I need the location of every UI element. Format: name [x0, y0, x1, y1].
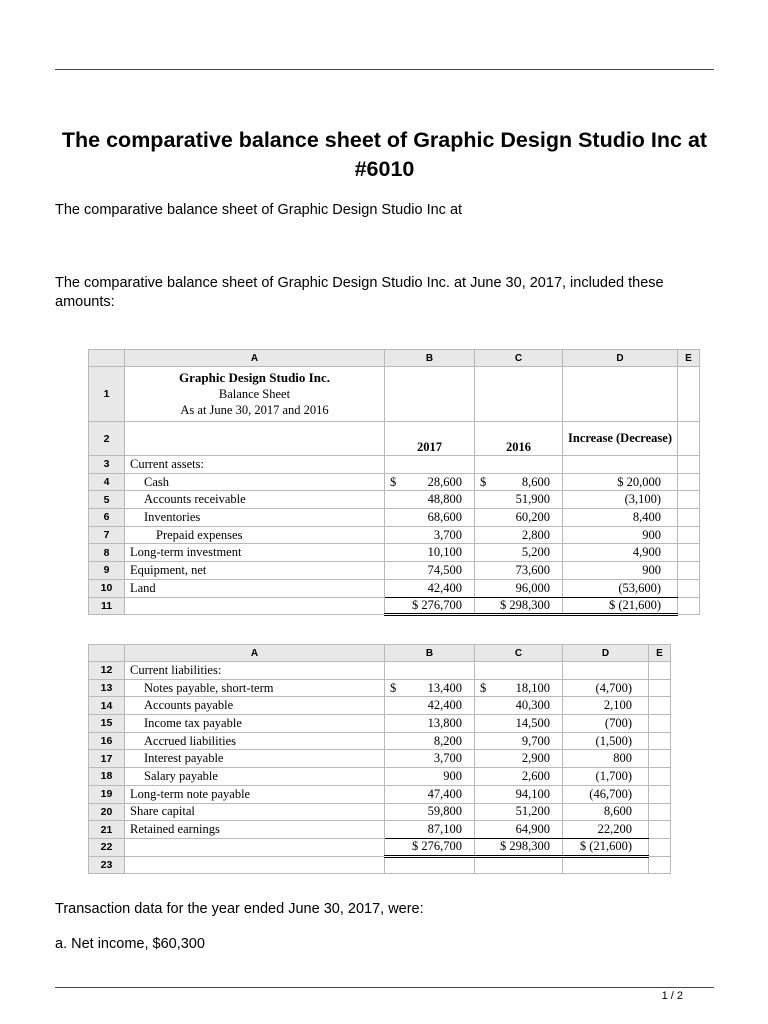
row-number: 20: [89, 803, 125, 821]
amount-c: [475, 456, 563, 474]
table-row: [89, 562, 700, 580]
amount-d: [563, 456, 678, 474]
amount-b: $ 28,600: [385, 473, 475, 491]
corner-cell: [89, 350, 125, 367]
table-row: [89, 821, 671, 839]
column-header-a: A: [125, 645, 385, 662]
line-item-label: Retained earnings: [125, 821, 385, 839]
table-row: [89, 732, 671, 750]
empty-cell: [678, 456, 700, 474]
table-row: [89, 456, 700, 474]
line-item-label: Interest payable: [125, 750, 385, 768]
balance-sheet-liabilities-table: [88, 644, 671, 874]
amount-c: [475, 662, 563, 680]
amount-d: $ 20,000: [563, 473, 678, 491]
page-title: The comparative balance sheet of Graphic Design Studio Inc at #6010: [61, 128, 708, 181]
empty-cell: [649, 768, 671, 786]
line-item-label: Accounts payable: [125, 697, 385, 715]
row-number: 17: [89, 750, 125, 768]
dollar-sign: $: [480, 680, 487, 695]
dollar-sign: $: [390, 474, 397, 489]
amount-b: [385, 856, 475, 874]
transaction-intro: Transaction data for the year ended June 30, 2017, were:: [55, 901, 424, 917]
amount-c: 2,900: [475, 750, 563, 768]
year-2016-header: 2016: [475, 422, 563, 456]
amount-d: (3,100): [563, 491, 678, 509]
amount-c: 9,700: [475, 732, 563, 750]
amount-b: 10,100: [385, 544, 475, 562]
dollar-sign: $: [480, 474, 487, 489]
amount-c: 64,900: [475, 821, 563, 839]
empty-cell: [649, 821, 671, 839]
column-header-b: B: [385, 350, 475, 367]
row-number: 5: [89, 491, 125, 509]
amount-c: 51,200: [475, 803, 563, 821]
bottom-rule: [55, 987, 714, 988]
empty-cell: [678, 526, 700, 544]
amount-d: 900: [563, 562, 678, 580]
amount-b: $ 276,700: [385, 838, 475, 856]
amount-d: 8,400: [563, 509, 678, 527]
table-row: [89, 579, 700, 597]
top-rule: [55, 69, 714, 70]
row-number: 13: [89, 679, 125, 697]
row-number: 2: [89, 422, 125, 456]
column-header-b: B: [385, 645, 475, 662]
statement-title-block: [125, 367, 385, 422]
amount-b: $ 13,400: [385, 679, 475, 697]
line-item-label: [125, 597, 385, 615]
empty-cell: [678, 509, 700, 527]
row-number: 23: [89, 856, 125, 874]
amount-b: 48,800: [385, 491, 475, 509]
empty-cell: [649, 785, 671, 803]
amount-b: 74,500: [385, 562, 475, 580]
amount-c: $ 298,300: [475, 597, 563, 615]
row-number: 19: [89, 785, 125, 803]
empty-cell: [678, 597, 700, 615]
amount-c: 2,800: [475, 526, 563, 544]
table-row: [89, 750, 671, 768]
line-item-label: Salary payable: [125, 768, 385, 786]
empty-cell: [649, 856, 671, 874]
amount-c: 51,900: [475, 491, 563, 509]
amount-b: [385, 456, 475, 474]
corner-cell: [89, 645, 125, 662]
amount-c: $ 8,600: [475, 473, 563, 491]
line-item-label: [125, 838, 385, 856]
line-item-label: Accounts receivable: [125, 491, 385, 509]
amount-c: 96,000: [475, 579, 563, 597]
row-number: 7: [89, 526, 125, 544]
row-number: 15: [89, 715, 125, 733]
line-item-label: Income tax payable: [125, 715, 385, 733]
table-row: [89, 509, 700, 527]
empty-cell: [649, 838, 671, 856]
line-item-label: Long-term note payable: [125, 785, 385, 803]
row-number: 1: [89, 367, 125, 422]
amount-d: (1,700): [563, 768, 649, 786]
table-row: [89, 768, 671, 786]
dollar-sign: $: [390, 680, 397, 695]
amount-b: 47,400: [385, 785, 475, 803]
company-name: Graphic Design Studio Inc.: [179, 370, 330, 385]
table-row: [89, 838, 671, 856]
row-number: 12: [89, 662, 125, 680]
balance-sheet-assets-table: [88, 349, 700, 616]
line-item-label: Inventories: [125, 509, 385, 527]
amount-c: 94,100: [475, 785, 563, 803]
row-number: 21: [89, 821, 125, 839]
amount-c: 14,500: [475, 715, 563, 733]
empty-cell: [678, 544, 700, 562]
amount-c: 40,300: [475, 697, 563, 715]
amount-d: 800: [563, 750, 649, 768]
row-number: 10: [89, 579, 125, 597]
empty-cell: [649, 697, 671, 715]
description-paragraph: The comparative balance sheet of Graphic Design Studio Inc. at June 30, 2017, included these amounts:: [55, 275, 664, 310]
table-row: [89, 526, 700, 544]
column-header-row: [89, 350, 700, 367]
row-number: 16: [89, 732, 125, 750]
amount-d: $ (21,600): [563, 838, 649, 856]
table-row: [89, 473, 700, 491]
year-2017-header: 2017: [385, 422, 475, 456]
statement-name: Balance Sheet: [218, 387, 291, 401]
row-number: 14: [89, 697, 125, 715]
line-item-label: Current liabilities:: [125, 662, 385, 680]
amount-d: 2,100: [563, 697, 649, 715]
column-header-e: E: [649, 645, 671, 662]
table-row: [89, 662, 671, 680]
amount-d: (4,700): [563, 679, 649, 697]
empty-cell: [649, 662, 671, 680]
amount-c: 73,600: [475, 562, 563, 580]
table-row: [89, 597, 700, 615]
amount-d: $ (21,600): [563, 597, 678, 615]
change-header: Increase (Decrease): [563, 422, 678, 456]
empty-cell: [649, 803, 671, 821]
amount-d: 900: [563, 526, 678, 544]
statement-date: As at June 30, 2017 and 2016: [180, 403, 329, 417]
amount-b: 900: [385, 768, 475, 786]
amount-d: (700): [563, 715, 649, 733]
amount-d: 22,200: [563, 821, 649, 839]
empty-cell: [649, 715, 671, 733]
line-item-label: Land: [125, 579, 385, 597]
column-header-c: C: [475, 350, 563, 367]
empty-cell: [678, 473, 700, 491]
row-number: 9: [89, 562, 125, 580]
amount-c: 2,600: [475, 768, 563, 786]
line-item-label: Share capital: [125, 803, 385, 821]
net-income-item: a. Net income, $60,300: [55, 936, 205, 952]
amount-b: 59,800: [385, 803, 475, 821]
table-row: [89, 679, 671, 697]
empty-cell: [649, 679, 671, 697]
amount-b: 3,700: [385, 750, 475, 768]
row-number: 8: [89, 544, 125, 562]
row-number: 6: [89, 509, 125, 527]
line-item-label: Prepaid expenses: [125, 526, 385, 544]
empty-cell: [678, 491, 700, 509]
column-header-e: E: [678, 350, 700, 367]
table-row: [89, 422, 700, 456]
amount-b: 3,700: [385, 526, 475, 544]
line-item-label: Long-term investment: [125, 544, 385, 562]
table-row: [89, 697, 671, 715]
line-item-label: Notes payable, short-term: [125, 679, 385, 697]
amount-d: [563, 856, 649, 874]
amount-b: 87,100: [385, 821, 475, 839]
line-item-label: [125, 856, 385, 874]
column-header-c: C: [475, 645, 563, 662]
line-item-label: Cash: [125, 473, 385, 491]
intro-paragraph: The comparative balance sheet of Graphic Design Studio Inc at: [55, 202, 463, 218]
table-row: [89, 367, 700, 422]
row-number: 18: [89, 768, 125, 786]
amount-b: 8,200: [385, 732, 475, 750]
table-row: [89, 544, 700, 562]
amount-d: (53,600): [563, 579, 678, 597]
table-row: [89, 715, 671, 733]
row-number: 3: [89, 456, 125, 474]
amount-c: $ 18,100: [475, 679, 563, 697]
row-number: 22: [89, 838, 125, 856]
amount-c: $ 298,300: [475, 838, 563, 856]
table-row: [89, 856, 671, 874]
amount-b: 68,600: [385, 509, 475, 527]
row-number: 11: [89, 597, 125, 615]
amount-c: 60,200: [475, 509, 563, 527]
amount-d: (1,500): [563, 732, 649, 750]
line-item-label: Current assets:: [125, 456, 385, 474]
row-number: 4: [89, 473, 125, 491]
column-header-d: D: [563, 350, 678, 367]
amount-c: [475, 856, 563, 874]
table-row: [89, 803, 671, 821]
empty-cell: [649, 750, 671, 768]
empty-cell: [649, 732, 671, 750]
amount-d: 8,600: [563, 803, 649, 821]
table-row: [89, 491, 700, 509]
empty-cell: [678, 562, 700, 580]
amount-b: 13,800: [385, 715, 475, 733]
amount-b: 42,400: [385, 697, 475, 715]
empty-cell: [678, 579, 700, 597]
column-header-d: D: [563, 645, 649, 662]
line-item-label: Equipment, net: [125, 562, 385, 580]
amount-d: [563, 662, 649, 680]
amount-d: (46,700): [563, 785, 649, 803]
page-number: 1 / 2: [661, 990, 683, 1002]
amount-c: 5,200: [475, 544, 563, 562]
line-item-label: Accrued liabilities: [125, 732, 385, 750]
amount-b: [385, 662, 475, 680]
amount-b: $ 276,700: [385, 597, 475, 615]
amount-b: 42,400: [385, 579, 475, 597]
column-header-a: A: [125, 350, 385, 367]
column-header-row: [89, 645, 671, 662]
amount-d: 4,900: [563, 544, 678, 562]
table-row: [89, 785, 671, 803]
